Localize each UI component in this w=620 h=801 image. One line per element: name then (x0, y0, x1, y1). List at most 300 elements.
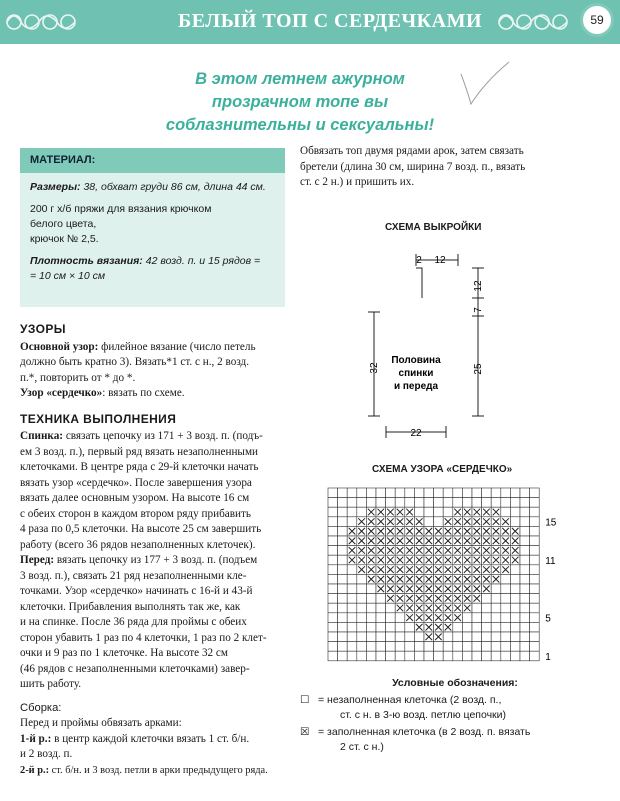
chart-cell (328, 536, 338, 546)
legend-text: = заполненная клеточка (в 2 возд. п. вязать (318, 726, 531, 738)
page-title: БЕЛЫЙ ТОП С СЕРДЕЧКАМИ (178, 10, 483, 32)
chart-cell (328, 526, 338, 536)
left-column (20, 316, 285, 778)
piece-label: и переда (393, 381, 439, 392)
chart-cell (357, 603, 367, 613)
chart-cell (482, 488, 492, 498)
chart-cell (328, 488, 338, 498)
chart-cell (501, 613, 511, 623)
dim-armhole: 7 (473, 307, 484, 313)
chart-cell (520, 603, 530, 613)
assembly-row-1 (20, 732, 285, 763)
chart-cell (530, 517, 540, 527)
chart-cell (357, 584, 367, 594)
chart-cell (443, 642, 453, 652)
chart-cell (491, 603, 501, 613)
chart-cell (530, 603, 540, 613)
chart-cell (530, 651, 540, 661)
chart-cell (347, 651, 357, 661)
row-label: 1 (545, 651, 551, 663)
text-line: вязать цепочку из 177 + 3 возд. п. (подъем (54, 554, 258, 566)
chart-cell (443, 507, 453, 517)
page-number: 59 (590, 13, 604, 27)
chart-cell (347, 622, 357, 632)
chart-cell (453, 642, 463, 652)
chart-cell (482, 642, 492, 652)
chart-cell (530, 594, 540, 604)
chart-cell (491, 498, 501, 508)
chart-cell (357, 498, 367, 508)
chart-cell (530, 526, 540, 536)
material-box (20, 148, 285, 307)
chart-cell (443, 488, 453, 498)
chart-cell (338, 546, 348, 556)
chart-cell (510, 613, 520, 623)
text-line: точками. Узор «сердечко» начинать с 16-й и 43-й (20, 585, 253, 597)
legend (300, 676, 590, 755)
filled-cell-icon: ☒ (300, 726, 310, 738)
chart-cell (424, 507, 434, 517)
chart-cell (395, 613, 405, 623)
chart-cell (357, 613, 367, 623)
text-line: клеточки. Прибавления выполнять так же, как (20, 600, 241, 613)
chart-cell (472, 622, 482, 632)
text-line: : вязать по схеме. (102, 387, 185, 399)
legend-text: 2 ст. с н.) (340, 741, 384, 753)
heart-pattern-text (20, 386, 285, 402)
chart-cell (376, 642, 386, 652)
chart-cell (491, 632, 501, 642)
chart-cell (414, 488, 424, 498)
chart-cell (386, 622, 396, 632)
tagline-line: прозрачном топе вы (211, 93, 389, 111)
chart-cell (338, 632, 348, 642)
chart-cell (386, 603, 396, 613)
chart-cell (328, 574, 338, 584)
chart-cell (405, 498, 415, 508)
chart-cell (510, 488, 520, 498)
chart-cell (491, 651, 501, 661)
chart-cell (462, 622, 472, 632)
chart-cell (462, 642, 472, 652)
chart-cell (520, 546, 530, 556)
tagline-line: В этом летнем ажурном (195, 70, 405, 88)
dim-upper-height: 12 (473, 280, 484, 292)
yarn-line: крючок № 2,5. (30, 233, 99, 245)
chart-cell (462, 613, 472, 623)
header-banner (0, 0, 620, 44)
chart-cell (347, 584, 357, 594)
chart-cell (520, 507, 530, 517)
assembly-heading: Сборка: (20, 701, 62, 714)
chart-cell (510, 622, 520, 632)
chart-cell (510, 632, 520, 642)
chart-cell (405, 488, 415, 498)
front-instructions (20, 553, 285, 693)
chart-cell (501, 584, 511, 594)
chart-cell (453, 632, 463, 642)
chart-cell (405, 651, 415, 661)
text-line: Обвязать топ двумя рядами арок, затем связать (300, 145, 524, 157)
front-label: Перед: (20, 554, 55, 566)
chart-cell (491, 594, 501, 604)
chart-cell (520, 517, 530, 527)
legend-row-filled (300, 725, 590, 755)
patterns-heading: УЗОРЫ (20, 322, 66, 336)
chart-cell (520, 622, 530, 632)
chart-cell (501, 642, 511, 652)
chart-cell (501, 622, 511, 632)
chart-cell (520, 642, 530, 652)
assembly-row-2 (20, 763, 285, 779)
chart-cell (338, 507, 348, 517)
dim-width: 22 (410, 428, 422, 439)
chart-cell (530, 488, 540, 498)
text-line: и 2 возд. п. (20, 748, 73, 760)
chart-cell (530, 642, 540, 652)
text-line: бретели (длина 30 см, ширина 7 возд. п., вязать (300, 160, 526, 173)
text-line: должно быть кратно 3). Вязать*1 ст. с н., 2 возд. (20, 356, 250, 368)
chart-cell (405, 632, 415, 642)
chart-cell (395, 642, 405, 652)
chart-cell (347, 613, 357, 623)
chart-cell (482, 651, 492, 661)
chart-cell (386, 498, 396, 508)
chart-cell (510, 574, 520, 584)
chart-cell (462, 651, 472, 661)
text-line: с обеих сторон в каждом втором ряду прибавить (20, 507, 252, 520)
chart-cell (462, 498, 472, 508)
chart-cell (510, 507, 520, 517)
chart-cell (472, 642, 482, 652)
chart-cell (501, 498, 511, 508)
chart-cell (520, 488, 530, 498)
chart-cell (453, 651, 463, 661)
chart-cell (424, 498, 434, 508)
chart-cell (376, 603, 386, 613)
pencil-check-icon (455, 60, 515, 110)
chart-cell (482, 603, 492, 613)
main-pattern-text (20, 340, 285, 387)
chart-cell (510, 642, 520, 652)
chart-cell (434, 498, 444, 508)
chart-cell (491, 613, 501, 623)
chart-cell (366, 613, 376, 623)
chart-cell (357, 594, 367, 604)
chart-cell (328, 594, 338, 604)
chart-cell (434, 488, 444, 498)
chart-cell (328, 584, 338, 594)
chart-cell (501, 603, 511, 613)
chart-cell (357, 632, 367, 642)
text-line: очки и 9 раз по 1 клеточке. На высоте 32 см (20, 647, 228, 659)
chart-cell (386, 632, 396, 642)
chart-cell (434, 507, 444, 517)
heart-chart-title: СХЕМА УЗОРА «СЕРДЕЧКО» (372, 464, 513, 475)
chart-cell (338, 584, 348, 594)
chart-cell (453, 622, 463, 632)
text-line: п.*, повторить от * до *. (20, 371, 136, 384)
chart-cell (328, 613, 338, 623)
chart-cell (347, 603, 357, 613)
chart-cell (501, 632, 511, 642)
heart-chart (326, 486, 566, 666)
chart-cell (347, 565, 357, 575)
chart-cell (520, 632, 530, 642)
chart-cell (357, 488, 367, 498)
chart-cell (328, 546, 338, 556)
back-label: Спинка: (20, 430, 64, 442)
ornament-left-icon (4, 6, 84, 38)
chart-cell (530, 622, 540, 632)
dim-strap-gap: 12 (434, 255, 446, 266)
assembly-intro: Перед и проймы обвязать арками: (20, 717, 182, 729)
chart-cell (424, 651, 434, 661)
chart-cell (395, 622, 405, 632)
tagline-line: соблазнительны и сексуальны! (165, 116, 435, 134)
chart-cell (530, 546, 540, 556)
legend-text: = незаполненная клеточка (2 возд. п., (318, 694, 502, 706)
chart-cell (434, 642, 444, 652)
chart-cell (462, 632, 472, 642)
chart-cell (472, 488, 482, 498)
chart-cell (510, 651, 520, 661)
chart-cell (530, 536, 540, 546)
chart-cell (357, 642, 367, 652)
piece-label: Половина (391, 355, 441, 366)
chart-cell (520, 651, 530, 661)
chart-cell (338, 498, 348, 508)
heart-pattern-label: Узор «сердечко» (20, 387, 103, 399)
pattern-schematic (360, 240, 510, 450)
chart-cell (386, 642, 396, 652)
text-line: шить работу. (20, 678, 82, 690)
text-line: и на спинке. После 36 ряда для проймы с обеих (20, 616, 247, 628)
chart-cell (530, 574, 540, 584)
text-line: связать цепочку из 171 + 3 возд. п. (подъ- (63, 430, 263, 442)
chart-cell (357, 507, 367, 517)
chart-cell (510, 498, 520, 508)
chart-cell (530, 565, 540, 575)
chart-cell (520, 613, 530, 623)
chart-cell (347, 498, 357, 508)
chart-cell (328, 565, 338, 575)
chart-cell (501, 651, 511, 661)
chart-cell (366, 642, 376, 652)
chart-cell (414, 507, 424, 517)
chart-cell (366, 584, 376, 594)
chart-cell (501, 507, 511, 517)
chart-cell (357, 574, 367, 584)
chart-cell (520, 555, 530, 565)
dim-total-height: 32 (369, 362, 380, 374)
text-line: вязать далее основным узором. На высоте 16 см (20, 492, 250, 504)
chart-cell (530, 613, 540, 623)
chart-cell (328, 498, 338, 508)
ornament-right-icon (496, 6, 576, 38)
chart-cell (338, 526, 348, 536)
chart-cell (328, 555, 338, 565)
chart-cell (366, 603, 376, 613)
chart-cell (386, 651, 396, 661)
chart-cell (338, 594, 348, 604)
chart-cell (443, 498, 453, 508)
density-line (30, 254, 275, 284)
chart-cell (453, 498, 463, 508)
chart-cell (338, 613, 348, 623)
chart-cell (472, 651, 482, 661)
chart-cell (520, 594, 530, 604)
chart-cell (520, 536, 530, 546)
yarn-line: белого цвета, (30, 218, 97, 230)
chart-cell (347, 632, 357, 642)
chart-cell (510, 594, 520, 604)
chart-cell (347, 642, 357, 652)
chart-cell (530, 555, 540, 565)
text-line: 4 раза по 0,5 клеточки. На высоте 25 см завершить (20, 523, 262, 535)
chart-cell (338, 642, 348, 652)
material-heading: МАТЕРИАЛ: (20, 148, 285, 173)
chart-cell (501, 574, 511, 584)
chart-cell (510, 517, 520, 527)
chart-cell (366, 498, 376, 508)
chart-cell (338, 488, 348, 498)
chart-cell (530, 632, 540, 642)
chart-cell (395, 632, 405, 642)
chart-cell (434, 651, 444, 661)
chart-cell (405, 622, 415, 632)
text-line: 3 возд. п.), связать 21 ряд незаполненными кле- (20, 569, 247, 582)
dim-strap: 2 (416, 255, 422, 266)
chart-cell (338, 574, 348, 584)
chart-cell (520, 526, 530, 536)
row-label: 5 (545, 613, 551, 625)
chart-cell (482, 632, 492, 642)
legend-heading: Условные обозначения: (392, 677, 518, 689)
chart-cell (376, 594, 386, 604)
text-line: (46 рядов с незаполненными клеточками) завер- (20, 662, 250, 675)
piece-label: спинки (398, 368, 434, 379)
chart-cell (443, 651, 453, 661)
chart-cell (520, 574, 530, 584)
yarn-info (30, 202, 275, 247)
chart-cell (530, 584, 540, 594)
legend-text: ст. с н. в 3-ю возд. петлю цепочки) (340, 709, 507, 721)
chart-cell (520, 584, 530, 594)
chart-cell (491, 622, 501, 632)
right-intro-text (300, 144, 600, 191)
chart-cell (510, 565, 520, 575)
chart-cell (472, 632, 482, 642)
chart-cell (366, 488, 376, 498)
density-label: Плотность вязания: (30, 255, 143, 267)
chart-cell (376, 613, 386, 623)
chart-cell (491, 488, 501, 498)
chart-cell (366, 632, 376, 642)
chart-cell (328, 651, 338, 661)
chart-cell (405, 642, 415, 652)
chart-cell (482, 498, 492, 508)
text-line: ст. с 2 н.) и пришить их. (300, 176, 415, 188)
pattern-diagram-title: СХЕМА ВЫКРОЙКИ (385, 222, 482, 233)
chart-cell (357, 622, 367, 632)
chart-cell (510, 603, 520, 613)
chart-cell (472, 498, 482, 508)
chart-cell (386, 488, 396, 498)
chart-cell (338, 536, 348, 546)
row2-label: 2-й р.: (20, 764, 50, 776)
chart-cell (491, 642, 501, 652)
chart-cell (328, 517, 338, 527)
chart-cell (414, 651, 424, 661)
chart-cell (328, 642, 338, 652)
chart-cell (472, 603, 482, 613)
chart-cell (376, 488, 386, 498)
chart-cell (510, 584, 520, 594)
chart-cell (501, 594, 511, 604)
chart-cell (395, 651, 405, 661)
chart-cell (453, 488, 463, 498)
chart-cell (347, 488, 357, 498)
chart-cell (395, 488, 405, 498)
tagline (150, 68, 450, 137)
dim-bottom-height: 25 (473, 363, 484, 375)
chart-cell (501, 488, 511, 498)
main-pattern-label: Основной узор: (20, 340, 99, 353)
chart-cell (347, 517, 357, 527)
row-label: 11 (545, 555, 556, 567)
chart-cell (347, 574, 357, 584)
text-line: клеточками. В центре ряда с 29-й клеточки начать (20, 461, 259, 473)
sizes-label: Размеры: (30, 181, 81, 193)
chart-cell (366, 594, 376, 604)
chart-cell (328, 632, 338, 642)
chart-cell (366, 622, 376, 632)
chart-cell (328, 507, 338, 517)
chart-cell (414, 498, 424, 508)
empty-cell-icon: ☐ (300, 694, 310, 706)
chart-cell (482, 622, 492, 632)
chart-cell (376, 622, 386, 632)
chart-cell (482, 594, 492, 604)
chart-cell (482, 613, 492, 623)
sizes-value: 38, обхват груди 86 см, длина 44 см. (80, 181, 266, 193)
chart-cell (338, 603, 348, 613)
chart-cell (520, 565, 530, 575)
chart-cell (491, 584, 501, 594)
chart-cell (328, 603, 338, 613)
chart-cell (376, 651, 386, 661)
text-line: ст. б/н. и 3 возд. петли в арки предыдущего ряда. (49, 764, 268, 776)
yarn-line: 200 г х/б пряжи для вязания крючком (30, 203, 212, 215)
chart-cell (424, 642, 434, 652)
chart-cell (462, 488, 472, 498)
text-line: работу (всего 36 рядов незаполненных клеточек). (20, 538, 256, 551)
chart-cell (414, 642, 424, 652)
chart-cell (357, 651, 367, 661)
chart-cell (328, 622, 338, 632)
density-value: 42 возд. п. и 15 рядов = (142, 255, 261, 267)
chart-cell (434, 517, 444, 527)
chart-cell (520, 498, 530, 508)
back-instructions (20, 429, 285, 553)
chart-cell (424, 517, 434, 527)
text-line: сторон убавить 1 раз по 4 клеточки, 1 раз по 2 клет- (20, 631, 267, 644)
row1-label: 1-й р.: (20, 732, 52, 745)
chart-cell (443, 632, 453, 642)
text-line: филейное вязание (число петель (98, 340, 256, 353)
chart-cell (338, 565, 348, 575)
